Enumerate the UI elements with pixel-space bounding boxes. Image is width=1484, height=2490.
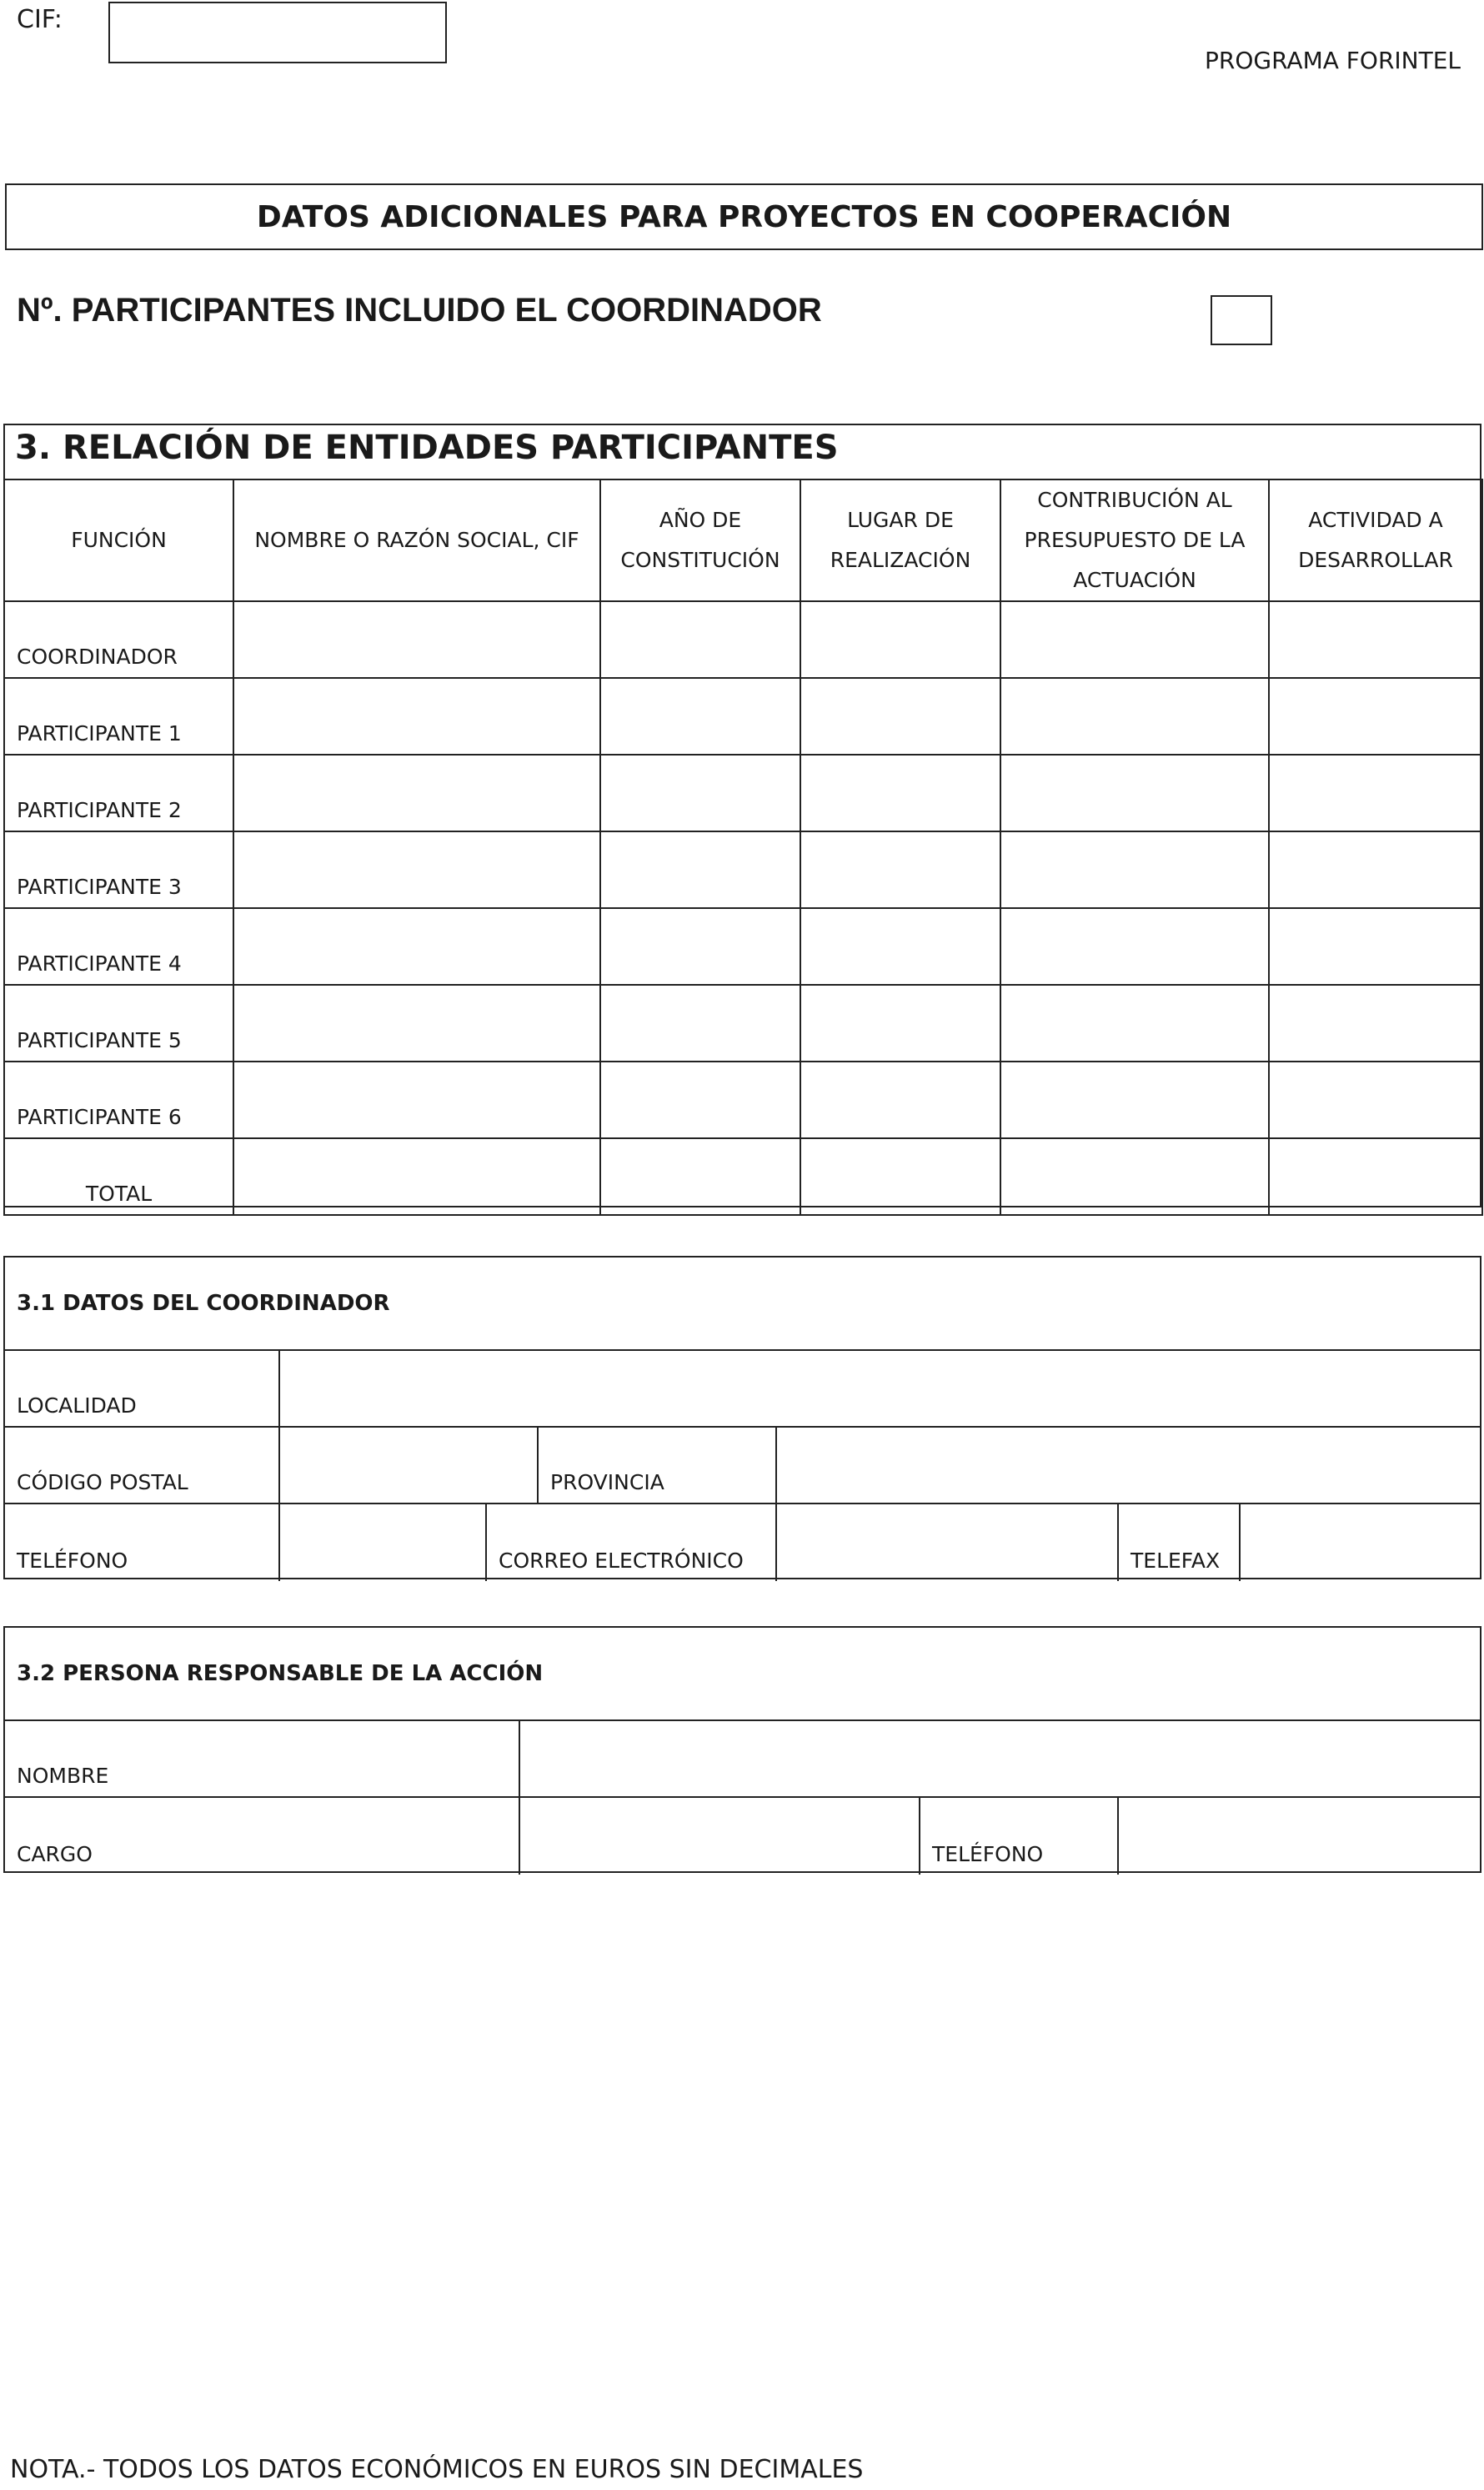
correo-input[interactable]	[775, 1504, 1117, 1581]
col-header: CONTRIBUCIÓN AL PRESUPUESTO DE LA ACTUACIÓN	[1000, 479, 1269, 601]
coordinator-data-section	[3, 1256, 1481, 1579]
postal-label-cell	[5, 1428, 278, 1503]
table-input-cell[interactable]	[233, 831, 600, 908]
table-input-cell[interactable]	[1269, 755, 1482, 831]
resp-telefono-input[interactable]	[1117, 1798, 1480, 1875]
telefax-label-cell	[1117, 1504, 1239, 1581]
cargo-row	[5, 1798, 1480, 1875]
banner-title: DATOS ADICIONALES PARA PROYECTOS EN COOPERACIÓN	[256, 199, 1232, 234]
table-input-cell[interactable]	[600, 755, 800, 831]
telefax-input[interactable]	[1239, 1504, 1480, 1581]
table-row	[4, 831, 1482, 908]
table-input-cell[interactable]	[800, 601, 1000, 678]
table-input-cell[interactable]	[233, 908, 600, 985]
table-input-cell[interactable]	[600, 601, 800, 678]
participants-table	[3, 479, 1483, 1216]
table-input-cell[interactable]	[800, 831, 1000, 908]
table-input-cell[interactable]	[600, 985, 800, 1062]
cargo-label: CARGO	[17, 1842, 93, 1866]
participants-table-section	[3, 424, 1481, 1207]
table-row	[4, 985, 1482, 1062]
resp-telefono-label: TELÉFONO	[932, 1842, 1044, 1866]
provincia-label: PROVINCIA	[550, 1470, 664, 1494]
table-input-cell[interactable]	[1000, 678, 1269, 755]
table-input-cell[interactable]	[600, 908, 800, 985]
correo-label-cell	[485, 1504, 775, 1581]
table-row	[4, 1138, 1482, 1215]
nombre-label: NOMBRE	[17, 1764, 109, 1788]
telefono-row	[5, 1504, 1480, 1581]
table-input-cell[interactable]	[800, 985, 1000, 1062]
table-input-cell[interactable]	[233, 985, 600, 1062]
table-row	[4, 908, 1482, 985]
table-input-cell[interactable]	[800, 1138, 1000, 1215]
table-input-cell[interactable]	[1000, 1062, 1269, 1138]
col-header: ACTIVIDAD A DESARROLLAR	[1269, 479, 1482, 601]
table-input-cell[interactable]	[600, 1062, 800, 1138]
table-input-cell[interactable]	[800, 908, 1000, 985]
section-3-title: 3. RELACIÓN DE ENTIDADES PARTICIPANTES	[15, 429, 839, 467]
row-label: PARTICIPANTE 1	[4, 678, 233, 755]
table-input-cell[interactable]	[600, 678, 800, 755]
form-banner	[5, 183, 1483, 250]
postal-input[interactable]	[278, 1428, 537, 1503]
table-input-cell[interactable]	[233, 1062, 600, 1138]
telefono-input[interactable]	[278, 1504, 485, 1581]
telefax-label: TELEFAX	[1131, 1549, 1221, 1573]
row-label: PARTICIPANTE 3	[4, 831, 233, 908]
resp-telefono-label-cell	[919, 1798, 1117, 1875]
row-label: TOTAL	[4, 1138, 233, 1215]
telefono-label: TELÉFONO	[17, 1549, 128, 1573]
table-input-cell[interactable]	[800, 755, 1000, 831]
table-input-cell[interactable]	[1269, 985, 1482, 1062]
table-row	[4, 755, 1482, 831]
program-name: PROGRAMA FORINTEL	[1205, 47, 1461, 74]
cif-label: CIF:	[17, 5, 63, 34]
nombre-input[interactable]	[519, 1721, 1480, 1796]
cargo-label-cell	[5, 1798, 519, 1875]
postal-row	[5, 1428, 1480, 1504]
section-32-title: 3.2 PERSONA RESPONSABLE DE LA ACCIÓN	[5, 1628, 1480, 1721]
table-input-cell[interactable]	[600, 1138, 800, 1215]
table-header-row	[4, 479, 1482, 601]
table-input-cell[interactable]	[800, 678, 1000, 755]
table-input-cell[interactable]	[600, 831, 800, 908]
table-input-cell[interactable]	[1000, 908, 1269, 985]
table-input-cell[interactable]	[1000, 831, 1269, 908]
localidad-input[interactable]	[278, 1351, 1480, 1426]
row-label: PARTICIPANTE 2	[4, 755, 233, 831]
table-row	[4, 1062, 1482, 1138]
provincia-input[interactable]	[775, 1428, 1480, 1503]
cargo-input[interactable]	[519, 1798, 919, 1875]
table-input-cell[interactable]	[1000, 755, 1269, 831]
table-input-cell[interactable]	[1000, 1138, 1269, 1215]
table-input-cell[interactable]	[1269, 908, 1482, 985]
row-label: PARTICIPANTE 6	[4, 1062, 233, 1138]
participants-label: Nº. PARTICIPANTES INCLUIDO EL COORDINADOR	[17, 292, 822, 329]
nombre-row	[5, 1721, 1480, 1798]
row-label: PARTICIPANTE 4	[4, 908, 233, 985]
nombre-label-cell	[5, 1721, 519, 1796]
table-row	[4, 678, 1482, 755]
responsible-person-section	[3, 1626, 1481, 1873]
cif-input[interactable]	[108, 2, 447, 63]
table-input-cell[interactable]	[233, 755, 600, 831]
localidad-label-cell	[5, 1351, 278, 1426]
provincia-label-cell	[537, 1428, 775, 1503]
table-input-cell[interactable]	[1000, 985, 1269, 1062]
table-input-cell[interactable]	[233, 678, 600, 755]
localidad-row	[5, 1351, 1480, 1428]
participants-count-input[interactable]	[1211, 295, 1272, 345]
table-input-cell[interactable]	[233, 1138, 600, 1215]
col-header: NOMBRE O RAZÓN SOCIAL, CIF	[233, 479, 600, 601]
localidad-label: LOCALIDAD	[17, 1393, 137, 1418]
table-input-cell[interactable]	[1269, 831, 1482, 908]
postal-label: CÓDIGO POSTAL	[17, 1470, 188, 1494]
table-input-cell[interactable]	[1269, 678, 1482, 755]
col-header: AÑO DE CONSTITUCIÓN	[600, 479, 800, 601]
correo-label: CORREO ELECTRÓNICO	[499, 1549, 744, 1573]
telefono-label-cell	[5, 1504, 278, 1581]
table-row	[4, 601, 1482, 678]
table-input-cell[interactable]	[800, 1062, 1000, 1138]
table-input-cell[interactable]	[1269, 1138, 1482, 1215]
col-header: FUNCIÓN	[4, 479, 233, 601]
row-label: COORDINADOR	[4, 601, 233, 678]
table-input-cell[interactable]	[1000, 601, 1269, 678]
col-header: LUGAR DE REALIZACIÓN	[800, 479, 1000, 601]
table-input-cell[interactable]	[1269, 601, 1482, 678]
row-label: PARTICIPANTE 5	[4, 985, 233, 1062]
section-31-title: 3.1 DATOS DEL COORDINADOR	[5, 1258, 1480, 1351]
table-input-cell[interactable]	[1269, 1062, 1482, 1138]
table-input-cell[interactable]	[233, 601, 600, 678]
footer-note: NOTA.- TODOS LOS DATOS ECONÓMICOS EN EUROS SIN DECIMALES	[10, 2455, 864, 2484]
